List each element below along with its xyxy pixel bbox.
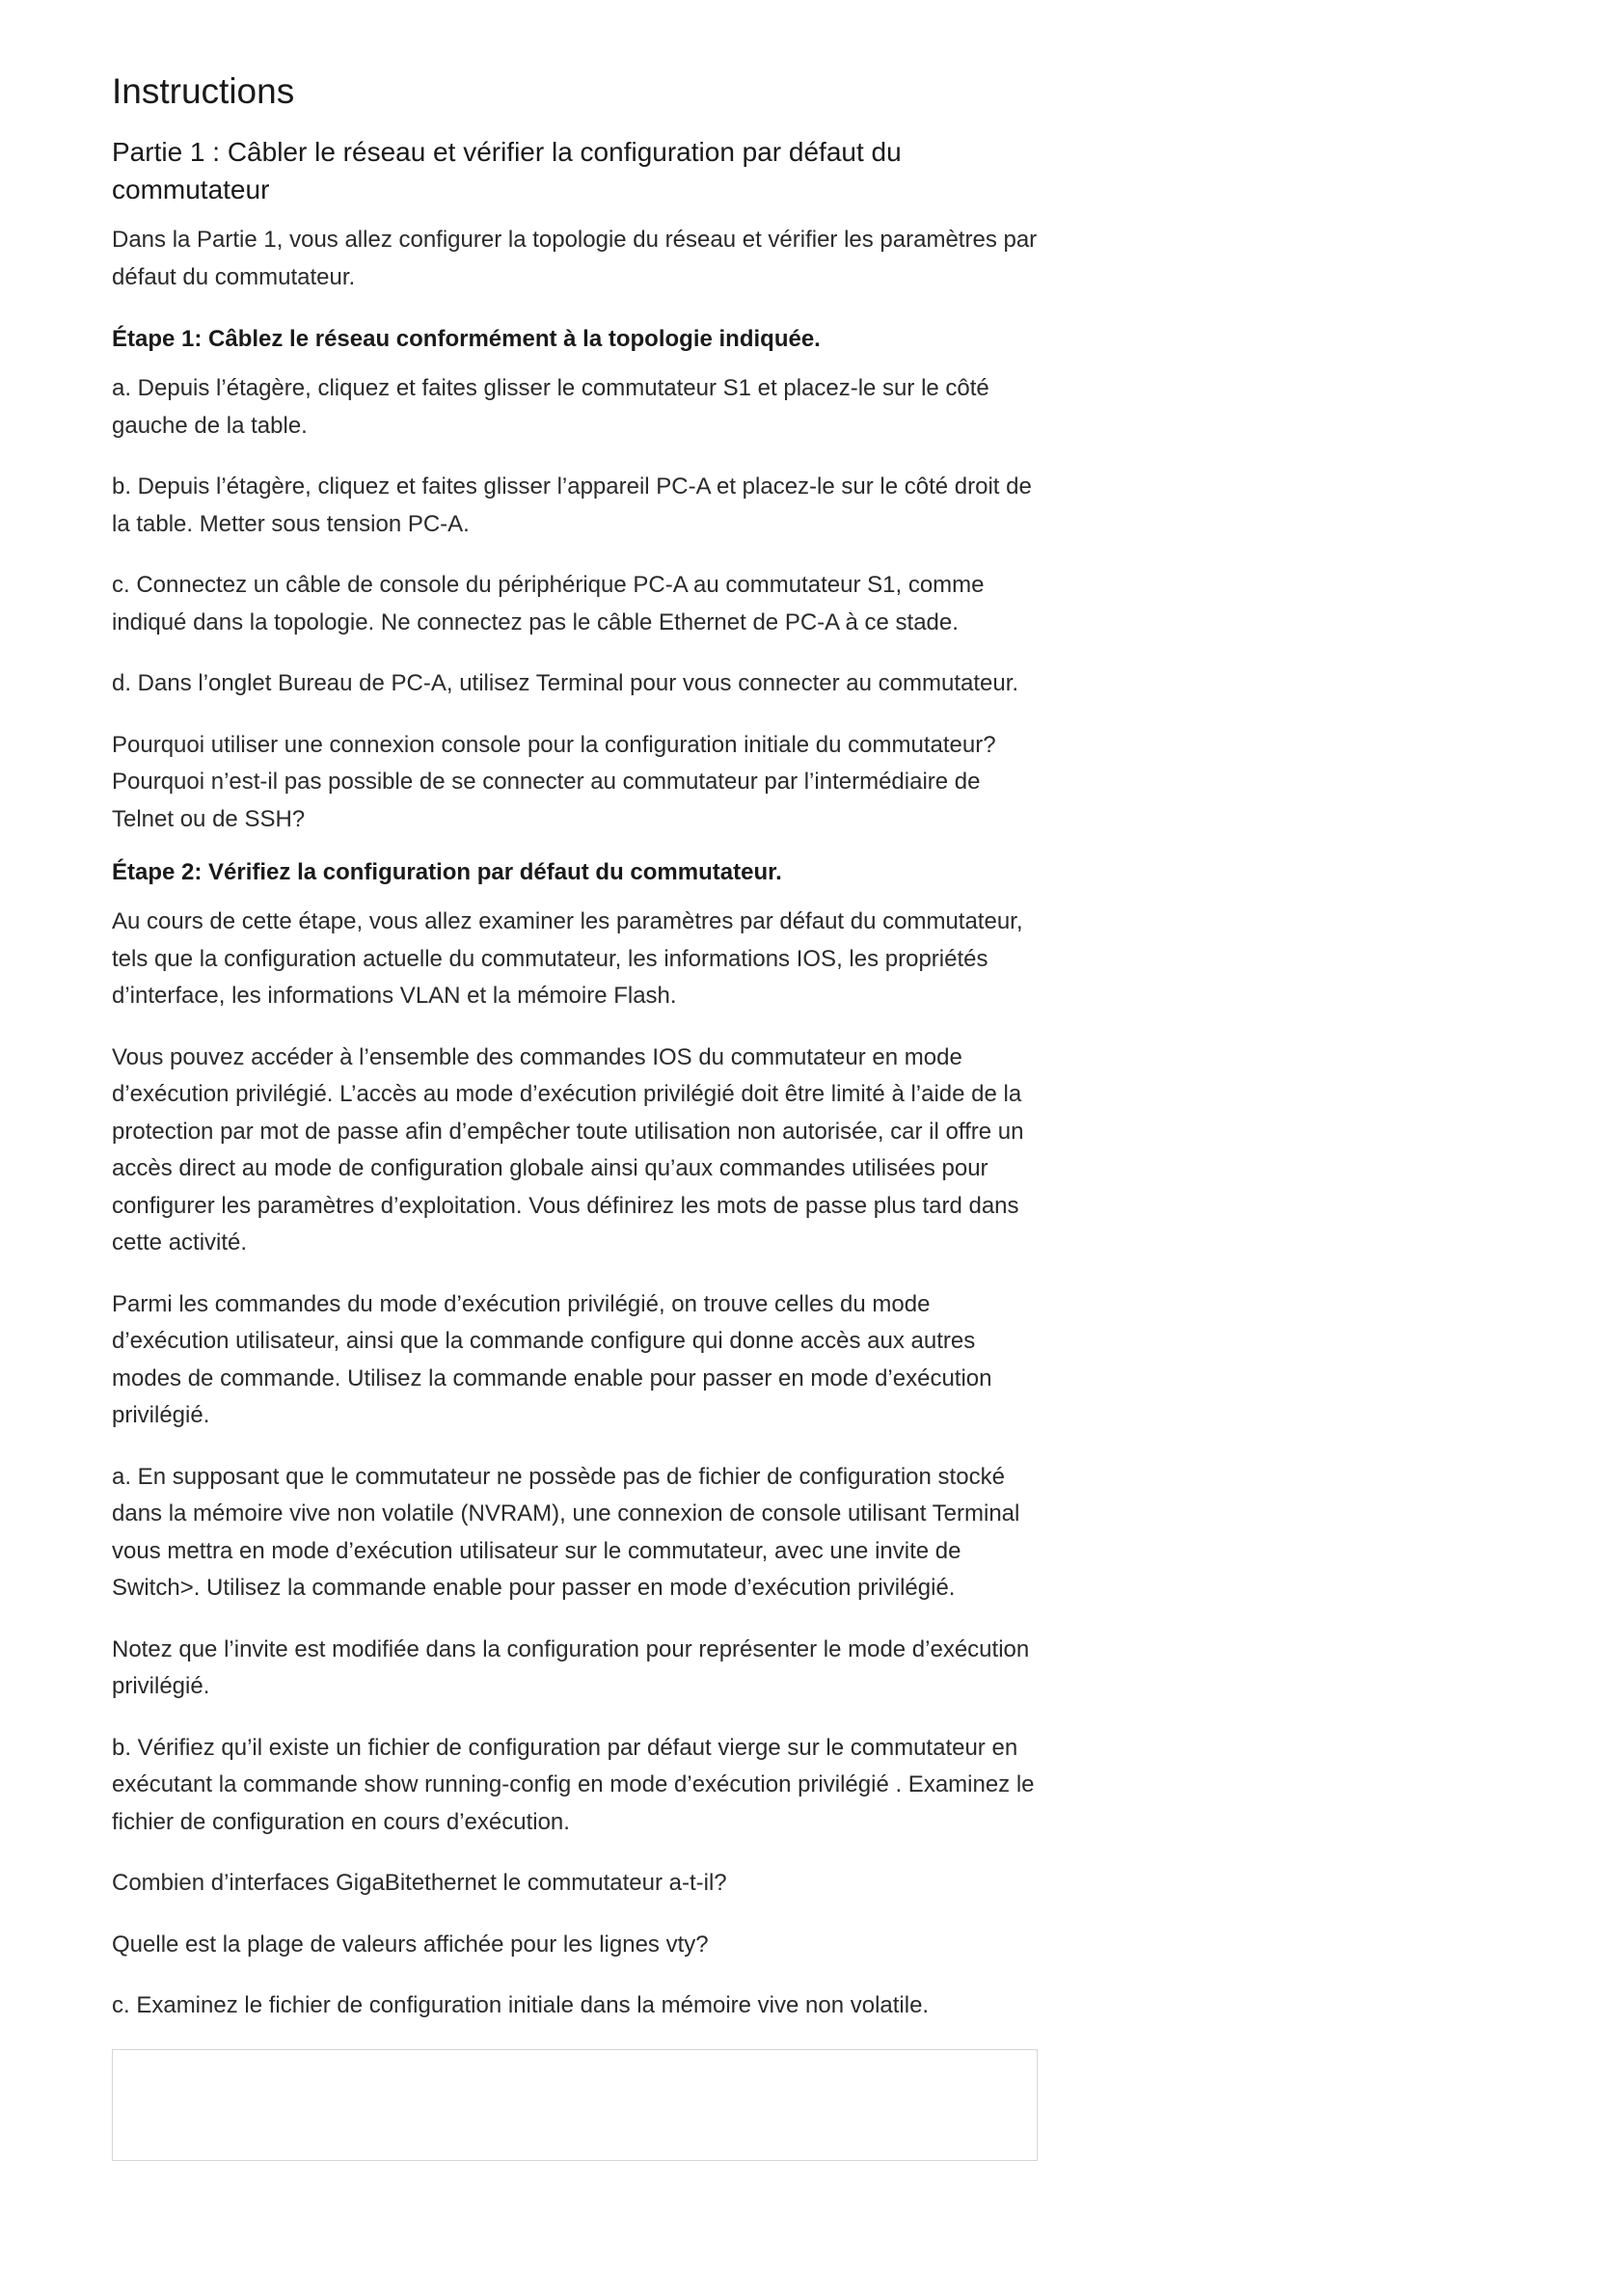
part1-heading: Partie 1 : Câbler le réseau et vérifier la configuration par défaut du commutateur <box>112 137 902 204</box>
step1-item-a: a. Depuis l’étagère, cliquez et faites glisser le commutateur S1 et placez-le sur le côté gauche de la table. <box>112 375 989 439</box>
step1-item-c: c. Connectez un câble de console du périphérique PC-A au commutateur S1, comme indiqué dans la topologie. Ne connectez pas le câble Ethernet de PC-A à ce stade. <box>112 572 985 635</box>
step2-heading: Étape 2: Vérifiez la configuration par défaut du commutateur. <box>112 859 782 885</box>
step2-item-c: c. Examinez le fichier de configuration initiale dans la mémoire vive non volatile. <box>112 1992 930 2018</box>
step1-question: Pourquoi utiliser une connexion console pour la configuration initiale du commutateur? Pourquoi n’est-il pas possible de se connecter au commutateur par l’intermédiaire de Telnet ou de SSH? <box>112 731 996 832</box>
step1-item-b: b. Depuis l’étagère, cliquez et faites glisser l’appareil PC-A et placez-le sur le côté droit de la table. Metter sous tension PC-A. <box>112 473 1032 537</box>
step2-paragraph-2: Vous pouvez accéder à l’ensemble des commandes IOS du commutateur en mode d’exécution privilégié. L’accès au mode d’exécution privilégié doit être limité à l’aide de la protection par mot de passe afin d’empêcher toute utilisation non autorisée, car il offre un accès direct au mode de configuration globale ainsi qu’aux commandes utilisées pour configurer les paramètres d’exploitation. Vous définirez les mots de passe plus tard dans cette activité. <box>112 1043 1024 1256</box>
step2-note: Notez que l’invite est modifiée dans la configuration pour représenter le mode d’exécution privilégié. <box>112 1635 1030 1699</box>
part1-intro: Dans la Partie 1, vous allez configurer la topologie du réseau et vérifier les paramètres par défaut du commutateur. <box>112 227 1038 290</box>
document-content <box>112 68 1038 2161</box>
step1-item-d: d. Dans l’onglet Bureau de PC-A, utilisez Terminal pour vous connecter au commutateur. <box>112 670 1019 696</box>
step2-paragraph-1: Au cours de cette étape, vous allez examiner les paramètres par défaut du commutateur, tels que la configuration actuelle du commutateur, les informations IOS, les propriétés d’interface, les informations VLAN et la mémoire Flash. <box>112 908 1023 1009</box>
step2-item-b: b. Vérifiez qu’il existe un fichier de configuration par défaut vierge sur le commutateur en exécutant la commande show running-config en mode d’exécution privilégié . Examinez le fichier de configuration en cours d’exécution. <box>112 1734 1035 1835</box>
page-title: Instructions <box>112 71 295 111</box>
step2-question-2: Quelle est la plage de valeurs affichée pour les lignes vty? <box>112 1931 709 1958</box>
answer-box[interactable] <box>112 2049 1038 2161</box>
step2-question-1: Combien d’interfaces GigaBitethernet le commutateur a-t-il? <box>112 1870 727 1896</box>
step2-item-a: a. En supposant que le commutateur ne possède pas de fichier de configuration stocké dans la mémoire vive non volatile (NVRAM), une connexion de console utilisant Terminal vous mettra en mode d’exécution utilisateur sur le commutateur, avec une invite de Switch>. Utilisez la commande enable pour passer en mode d’exécution privilégié. <box>112 1463 1020 1601</box>
step2-paragraph-3: Parmi les commandes du mode d’exécution privilégié, on trouve celles du mode d’exécution utilisateur, ainsi que la commande configure qui donne accès aux autres modes de commande. Utilisez la commande enable pour passer en mode d’exécution privilégié. <box>112 1290 992 1428</box>
step1-heading: Étape 1: Câblez le réseau conformément à la topologie indiquée. <box>112 326 821 352</box>
